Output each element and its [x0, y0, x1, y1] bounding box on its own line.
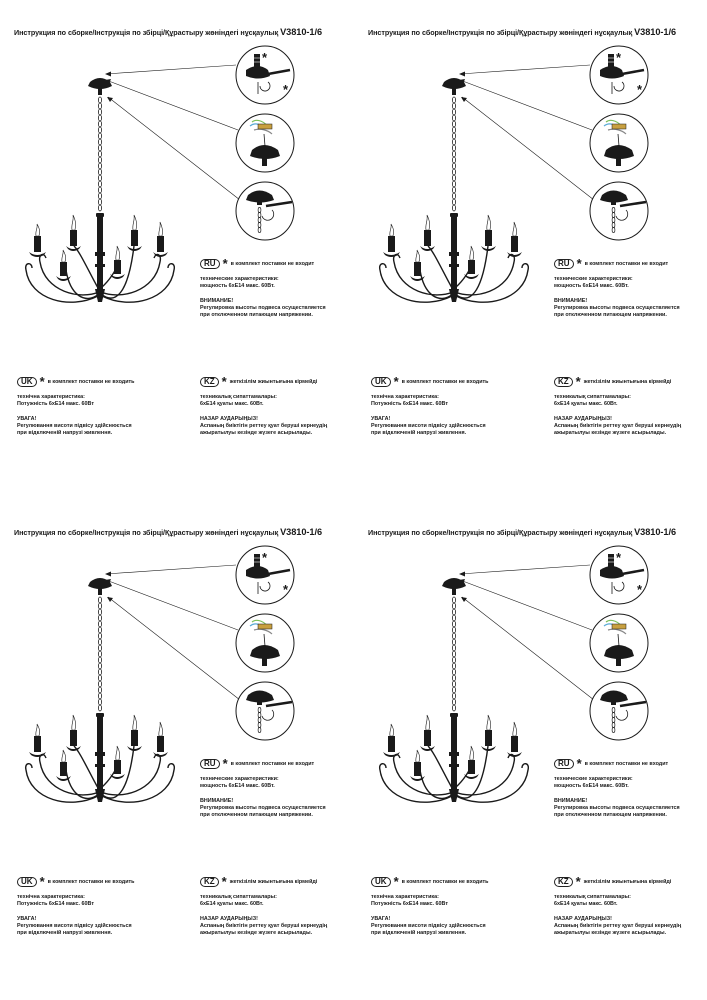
ru-not-included-text: в комплект поставки не входит: [584, 760, 669, 767]
kz-not-included: [200, 373, 317, 391]
uk-warning-line1: Регулювання висоти підвісу здійснюється: [371, 923, 486, 929]
kz-warning-title: НАЗАР АУДАРЫҢЫЗ!: [200, 416, 258, 422]
title-text: Инструкция по сборке/Інструкція по збірці/Құрастыру жөніндегі нұсқаулық: [14, 28, 279, 37]
uk-not-included: [17, 873, 135, 891]
ru-not-included: [200, 755, 314, 773]
uk-warning-line2: при відключеній напрузі живлення.: [371, 930, 467, 936]
uk-not-included: [371, 873, 489, 891]
model-number: V3810-1/6: [280, 527, 323, 537]
central-rod: [95, 713, 105, 802]
ru-not-included: [554, 255, 668, 273]
kz-language-badge: KZ: [200, 877, 219, 887]
uk-specs-value: Потужність 6xE14 макс. 60Вт: [371, 401, 448, 407]
asterisk-icon: *: [221, 373, 227, 389]
uk-warning-line1: Регулювання висоти підвісу здійснюється: [371, 423, 486, 429]
kz-warning-line2: ажыратылуы кезінде жүзеге асырылады.: [554, 430, 667, 436]
suspension-chain: [98, 97, 101, 211]
uk-not-included-text: в комплект поставки не входить: [47, 878, 135, 885]
ru-specs-title: технические характеристики:: [554, 776, 633, 782]
ru-warning-line1: Регулировка высоты подвеса осуществляется: [554, 805, 680, 811]
ru-warning-title: ВНИМАНИЕ!: [200, 798, 234, 804]
asterisk-icon: *: [221, 873, 227, 889]
ru-not-included-text: в комплект поставки не входит: [230, 760, 315, 767]
uk-specs-title: технічна характеристика:: [371, 394, 439, 400]
asterisk-icon: *: [576, 755, 582, 771]
kz-specs-title: техникалық сипаттамалары:: [554, 394, 631, 400]
uk-warning-title: УВАГА!: [17, 916, 37, 922]
kz-not-included-text: жеткізілім жиынтығына кірмейді: [229, 378, 318, 385]
ru-language-badge: RU: [200, 759, 220, 769]
svg-text:*: *: [637, 82, 643, 97]
kz-specs: [554, 394, 681, 437]
title-text: Инструкция по сборке/Інструкція по збірці/Құрастыру жөніндегі нұсқаулық: [368, 528, 633, 537]
kz-warning-title: НАЗАР АУДАРЫҢЫЗ!: [554, 416, 612, 422]
kz-specs-title: техникалық сипаттамалары:: [200, 394, 277, 400]
ru-specs: [200, 776, 326, 819]
kz-warning-line1: Аспаның биіктігін реттеу қуат беруші кернеудің: [554, 423, 682, 429]
ru-not-included: [200, 255, 314, 273]
ru-warning-line2: при отключенном питающем напряжении.: [554, 312, 667, 318]
detail-canopy-fixing: [236, 546, 294, 604]
kz-specs-title: техникалық сипаттамалары:: [200, 894, 277, 900]
kz-not-included: [200, 873, 317, 891]
kz-not-included-text: жеткізілім жиынтығына кірмейді: [583, 378, 672, 385]
central-rod: [95, 213, 105, 302]
kz-warning-line1: Аспаның биіктігін реттеу қуат беруші кернеудің: [554, 923, 682, 929]
uk-not-included: [17, 373, 135, 391]
kz-specs: [200, 394, 327, 437]
ru-warning-title: ВНИМАНИЕ!: [200, 298, 234, 304]
kz-warning-line2: ажыратылуы кезінде жүзеге асырылады.: [200, 930, 313, 936]
kz-specs-value: 6xE14 қуаты макс. 60Вт.: [200, 901, 264, 907]
ru-warning-line1: Регулировка высоты подвеса осуществляется: [554, 305, 680, 311]
model-number: V3810-1/6: [634, 27, 677, 37]
uk-language-badge: UK: [371, 377, 391, 387]
instruction-panel-4: [354, 500, 707, 1000]
instruction-panel-1: [0, 0, 353, 500]
asterisk-icon: *: [222, 755, 228, 771]
kz-specs-value: 6xE14 қуаты макс. 60Вт.: [554, 401, 618, 407]
asterisk-icon: *: [222, 255, 228, 271]
central-rod: [449, 713, 459, 802]
ru-specs-value: мощность 6xE14 макс. 60Вт.: [554, 783, 629, 789]
kz-warning-line2: ажыратылуы кезінде жүзеге асырылады.: [200, 430, 313, 436]
uk-specs-title: технічна характеристика:: [371, 894, 439, 900]
model-number: V3810-1/6: [280, 27, 323, 37]
ru-specs-value: мощность 6xE14 макс. 60Вт.: [200, 283, 275, 289]
uk-not-included-text: в комплект поставки не входить: [47, 378, 135, 385]
ru-specs-title: технические характеристики:: [200, 276, 279, 282]
svg-text:*: *: [637, 582, 643, 597]
svg-text:*: *: [283, 82, 289, 97]
kz-warning-line1: Аспаның биіктігін реттеу қуат беруші кернеудің: [200, 923, 328, 929]
uk-specs-value: Потужність 6xE14 макс. 60Вт: [17, 401, 94, 407]
kz-language-badge: KZ: [200, 377, 219, 387]
svg-text:*: *: [616, 50, 622, 65]
instruction-panel-2: [354, 0, 707, 500]
uk-warning-line1: Регулювання висоти підвісу здійснюється: [17, 923, 132, 929]
detail-wiring: [590, 614, 648, 672]
ru-specs-title: технические характеристики:: [200, 776, 279, 782]
ru-specs-value: мощность 6xE14 макс. 60Вт.: [554, 283, 629, 289]
svg-text:*: *: [262, 550, 268, 565]
asterisk-icon: *: [575, 873, 581, 889]
svg-text:*: *: [283, 582, 289, 597]
uk-not-included-text: в комплект поставки не входить: [401, 378, 489, 385]
model-number: V3810-1/6: [634, 527, 677, 537]
ru-specs-title: технические характеристики:: [554, 276, 633, 282]
uk-specs: [371, 894, 486, 937]
svg-text:*: *: [616, 550, 622, 565]
detail-wiring: [236, 114, 294, 172]
ru-warning-title: ВНИМАНИЕ!: [554, 298, 588, 304]
kz-warning-line2: ажыратылуы кезінде жүзеге асырылады.: [554, 930, 667, 936]
uk-warning-line2: при відключеній напрузі живлення.: [371, 430, 467, 436]
ru-not-included-text: в комплект поставки не входит: [230, 260, 315, 267]
uk-specs-title: технічна характеристика:: [17, 894, 85, 900]
kz-warning-line1: Аспаның биіктігін реттеу қуат беруші кернеудің: [200, 423, 328, 429]
uk-warning-title: УВАГА!: [371, 916, 391, 922]
uk-language-badge: UK: [17, 877, 37, 887]
svg-text:*: *: [262, 50, 268, 65]
asterisk-icon: *: [576, 255, 582, 271]
ru-warning-line1: Регулировка высоты подвеса осуществляется: [200, 805, 326, 811]
asterisk-icon: *: [575, 373, 581, 389]
kz-specs: [554, 894, 681, 937]
uk-warning-line2: при відключеній напрузі живлення.: [17, 930, 113, 936]
detail-canopy-fixing: [590, 546, 648, 604]
uk-specs: [17, 894, 132, 937]
kz-specs-value: 6xE14 қуаты макс. 60Вт.: [554, 901, 618, 907]
detail-canopy-fixing: [590, 46, 648, 104]
uk-specs-value: Потужність 6xE14 макс. 60Вт: [17, 901, 94, 907]
detail-wiring: [236, 614, 294, 672]
asterisk-icon: *: [39, 873, 45, 889]
ru-specs: [200, 276, 326, 319]
kz-not-included: [554, 873, 671, 891]
title-text: Инструкция по сборке/Інструкція по збірці/Құрастыру жөніндегі нұсқаулық: [14, 528, 279, 537]
ru-language-badge: RU: [554, 259, 574, 269]
kz-not-included: [554, 373, 671, 391]
suspension-chain: [452, 597, 455, 711]
suspension-chain: [98, 597, 101, 711]
ru-specs: [554, 776, 680, 819]
ru-warning-line2: при отключенном питающем напряжении.: [554, 812, 667, 818]
ru-specs-value: мощность 6xE14 макс. 60Вт.: [200, 783, 275, 789]
instruction-panel-3: [0, 500, 353, 1000]
central-rod: [449, 213, 459, 302]
ru-not-included: [554, 755, 668, 773]
uk-specs-value: Потужність 6xE14 макс. 60Вт: [371, 901, 448, 907]
kz-language-badge: KZ: [554, 377, 573, 387]
uk-specs: [17, 394, 132, 437]
ru-warning-line1: Регулировка высоты подвеса осуществляется: [200, 305, 326, 311]
detail-height-adjustment: [236, 682, 294, 740]
asterisk-icon: *: [393, 373, 399, 389]
title-text: Инструкция по сборке/Інструкція по збірці/Құрастыру жөніндегі нұсқаулық: [368, 28, 633, 37]
ru-language-badge: RU: [200, 259, 220, 269]
kz-language-badge: KZ: [554, 877, 573, 887]
asterisk-icon: *: [39, 373, 45, 389]
kz-specs-value: 6xE14 қуаты макс. 60Вт.: [200, 401, 264, 407]
detail-wiring: [590, 114, 648, 172]
detail-height-adjustment: [590, 182, 648, 240]
kz-not-included-text: жеткізілім жиынтығына кірмейді: [583, 878, 672, 885]
uk-specs: [371, 394, 486, 437]
kz-warning-title: НАЗАР АУДАРЫҢЫЗ!: [200, 916, 258, 922]
kz-not-included-text: жеткізілім жиынтығына кірмейді: [229, 878, 318, 885]
uk-language-badge: UK: [17, 377, 37, 387]
ru-specs: [554, 276, 680, 319]
kz-specs-title: техникалық сипаттамалары:: [554, 894, 631, 900]
uk-not-included-text: в комплект поставки не входить: [401, 878, 489, 885]
detail-canopy-fixing: [236, 46, 294, 104]
uk-not-included: [371, 373, 489, 391]
uk-warning-line2: при відключеній напрузі живлення.: [17, 430, 113, 436]
uk-warning-line1: Регулювання висоти підвісу здійснюється: [17, 423, 132, 429]
asterisk-icon: *: [393, 873, 399, 889]
ru-warning-title: ВНИМАНИЕ!: [554, 798, 588, 804]
kz-specs: [200, 894, 327, 937]
uk-warning-title: УВАГА!: [17, 416, 37, 422]
ru-language-badge: RU: [554, 759, 574, 769]
detail-height-adjustment: [236, 182, 294, 240]
uk-language-badge: UK: [371, 877, 391, 887]
uk-warning-title: УВАГА!: [371, 416, 391, 422]
ru-warning-line2: при отключенном питающем напряжении.: [200, 312, 313, 318]
kz-warning-title: НАЗАР АУДАРЫҢЫЗ!: [554, 916, 612, 922]
detail-height-adjustment: [590, 682, 648, 740]
ru-not-included-text: в комплект поставки не входит: [584, 260, 669, 267]
suspension-chain: [452, 97, 455, 211]
uk-specs-title: технічна характеристика:: [17, 394, 85, 400]
ru-warning-line2: при отключенном питающем напряжении.: [200, 812, 313, 818]
